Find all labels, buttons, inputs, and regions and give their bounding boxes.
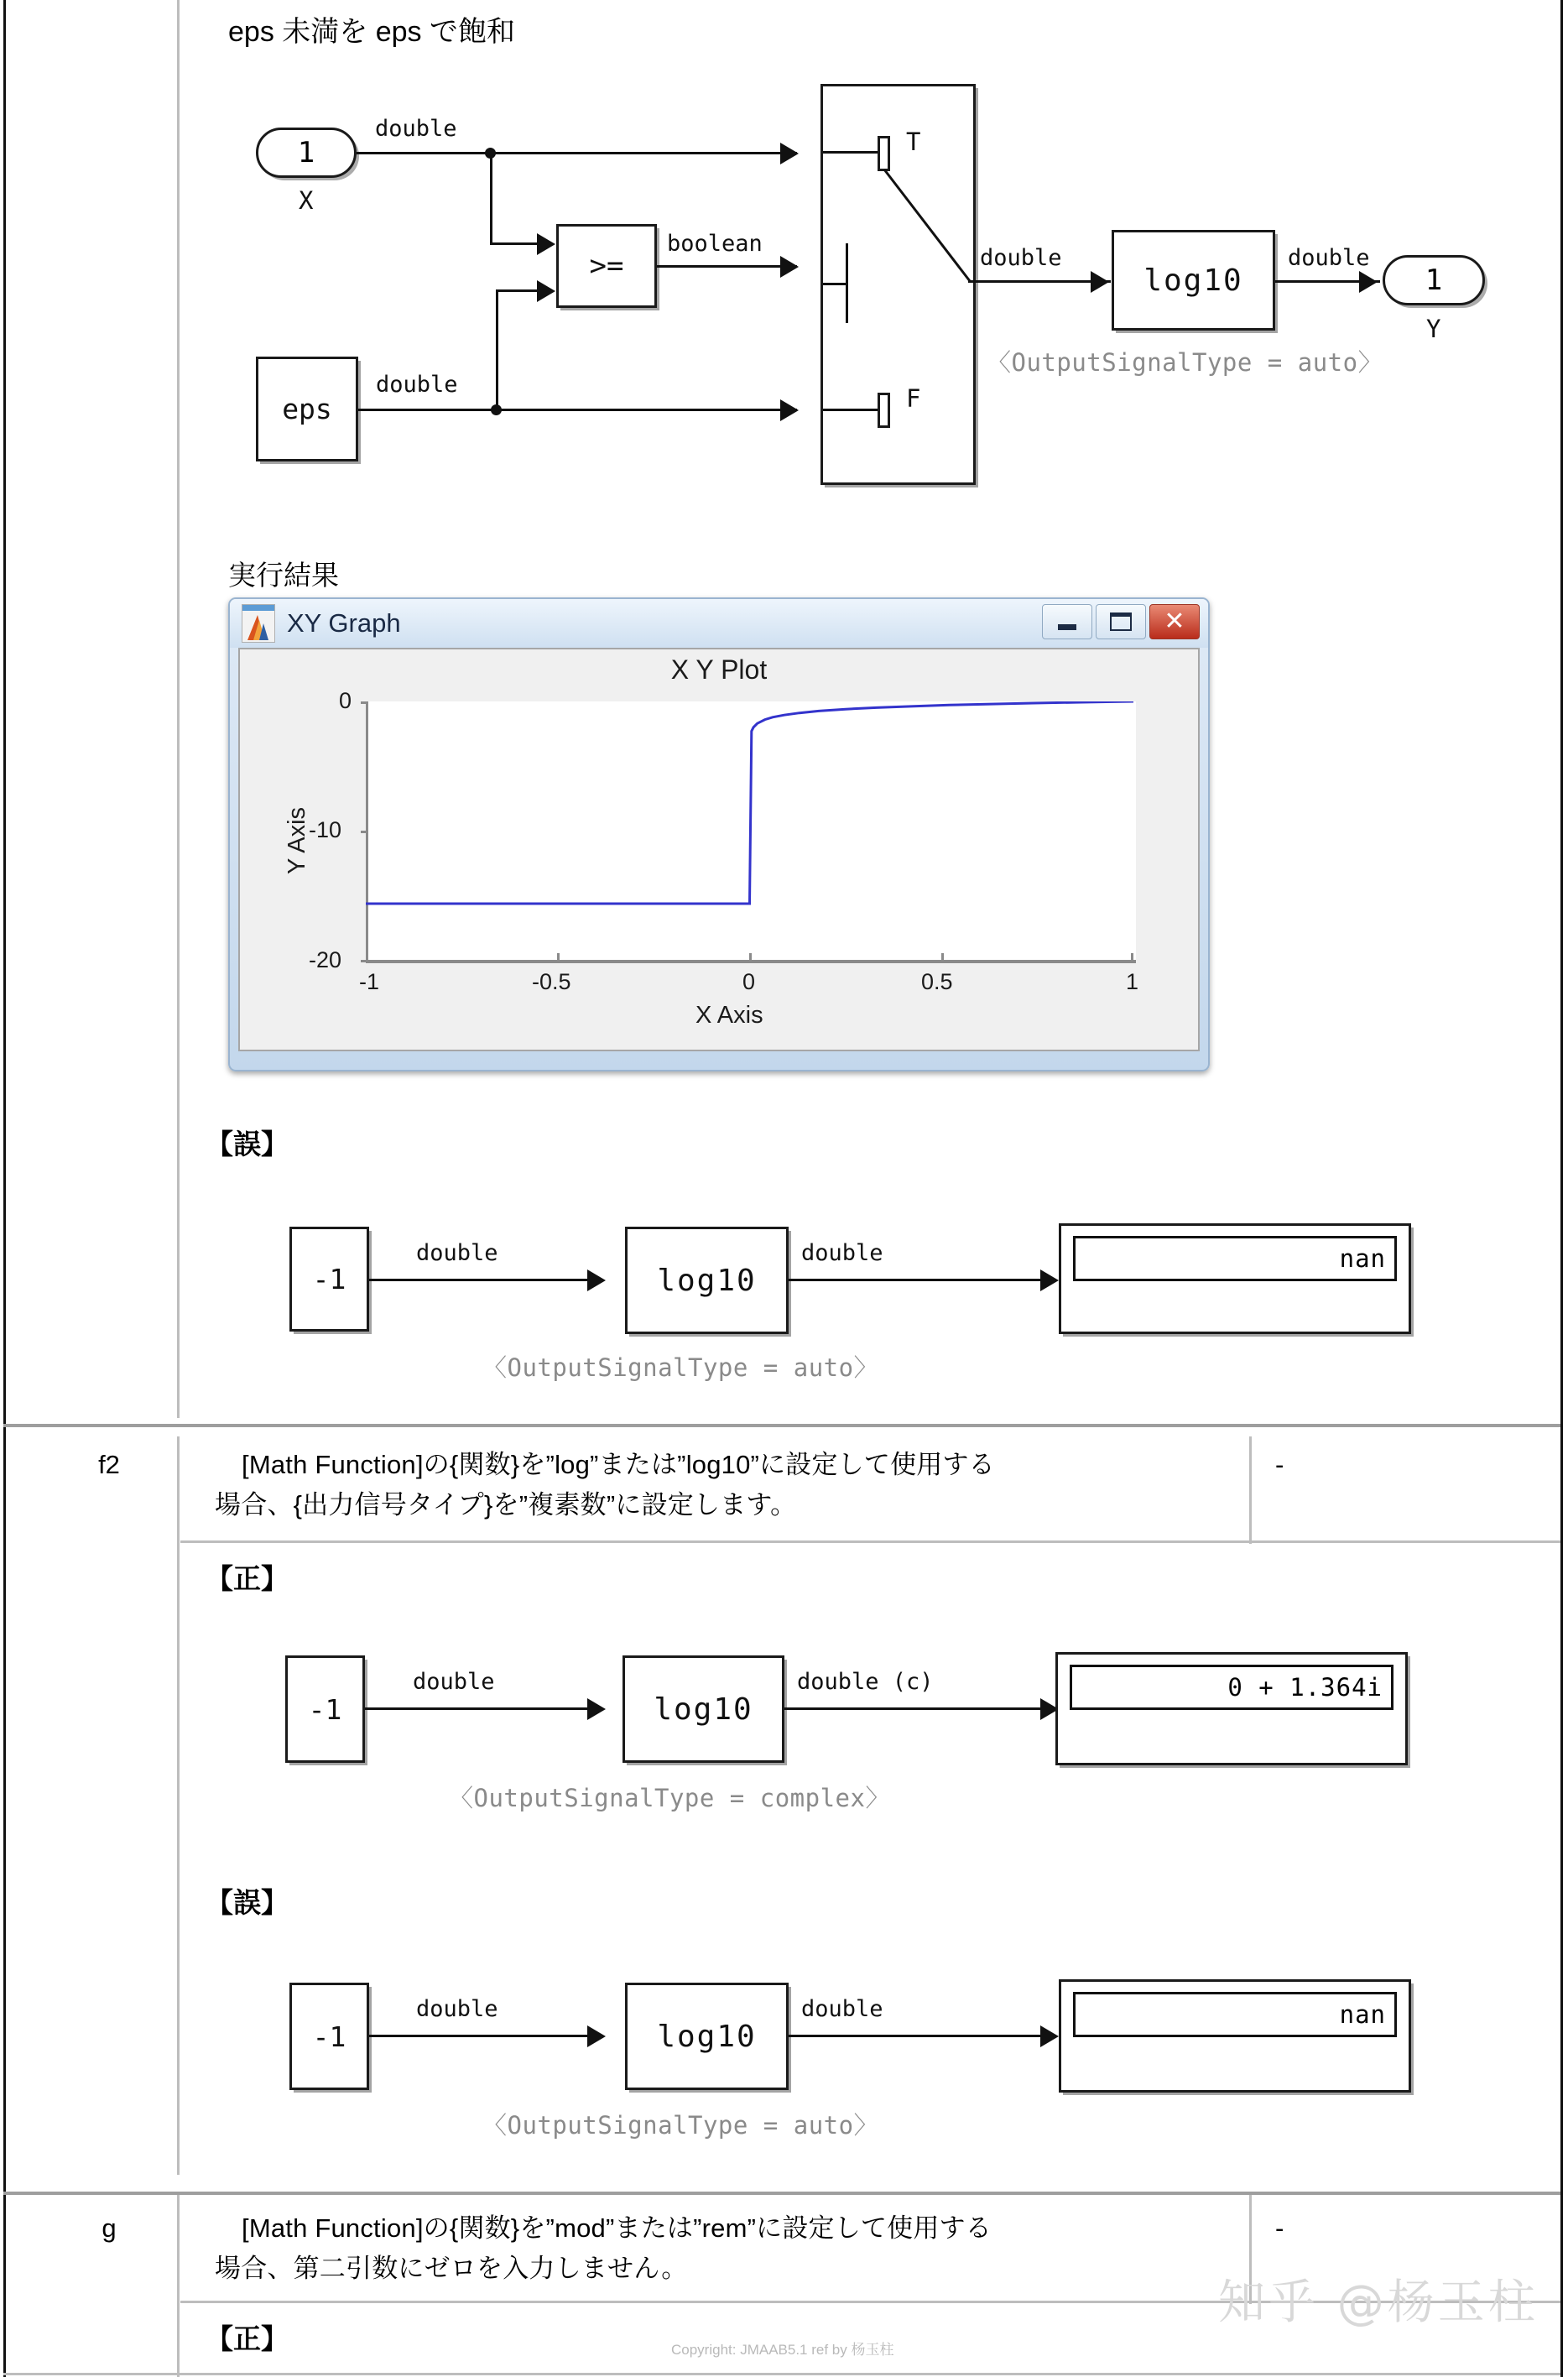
signal-label-const-out-f1bad: double	[416, 1240, 498, 1266]
switch-ctrl-stub	[823, 283, 848, 285]
wire-compare-out	[657, 265, 797, 268]
display-block-f1bad[interactable]	[1059, 1223, 1411, 1334]
annotation-output-signal-type: 〈OutputSignalType = auto〉	[987, 348, 1383, 377]
close-button[interactable]: ✕	[1149, 604, 1200, 639]
arrow-eps-to-compare	[537, 280, 555, 302]
good-example-label-g: 【正】	[206, 2323, 289, 2354]
x-axis-label: X Axis	[695, 1002, 763, 1029]
x-tick-label-05: 0.5	[921, 969, 953, 994]
row-divider-above-f2	[3, 1424, 1560, 1427]
row-divider-f2-rule-bottom	[180, 1540, 1560, 1543]
wire-const-to-log-f2good	[365, 1707, 600, 1710]
arrow-eps-to-switch-f	[780, 399, 799, 421]
math-function-block-f1bad[interactable]: log10	[625, 1227, 789, 1334]
display-value-f2good: 0 + 1.364i	[1070, 1665, 1393, 1710]
diagram-f2-bad	[0, 1959, 1568, 2169]
x-tick-label-0: 0	[742, 969, 756, 994]
rule-text-f2-line2: 場合、{出力信号タイプ}を”複素数”に設定します。	[215, 1490, 797, 1520]
x-tick-label-minus1: -1	[359, 969, 380, 994]
rule-text-g-line2: 場合、第二引数にゼロを入力しません。	[215, 2254, 688, 2284]
constant-block-f1bad[interactable]: -1	[289, 1227, 369, 1332]
switch-true-label: T	[906, 128, 921, 156]
math-function-block-f2bad[interactable]: log10	[625, 1983, 789, 2090]
signal-label-log-out-f1bad: double	[801, 1240, 883, 1266]
constant-block-f2bad[interactable]: -1	[289, 1983, 369, 2090]
signal-label-const-out-f2good: double	[413, 1669, 495, 1695]
switch-f-marker	[878, 393, 890, 428]
signal-label-compare-out: boolean	[667, 231, 763, 257]
signal-label-log-out-f2good: double (c)	[797, 1669, 934, 1695]
execution-result-label: 実行結果	[228, 560, 339, 591]
arrow-log-to-display-f2bad	[1040, 2025, 1059, 2047]
wire-eps-branch-up	[496, 289, 498, 409]
bad-example-label-f1: 【誤】	[206, 1129, 289, 1160]
window-controls[interactable]	[1042, 604, 1200, 639]
x-tick-label-1: 1	[1126, 969, 1139, 994]
plot-canvas	[238, 648, 1200, 1051]
signal-label-const-out-f2bad: double	[416, 1996, 498, 2022]
wire-x-branch-down	[490, 152, 492, 244]
minimize-button[interactable]	[1042, 604, 1092, 639]
arrow-log-to-display-f1bad	[1040, 1269, 1059, 1291]
display-block-f2good[interactable]	[1055, 1652, 1408, 1765]
matlab-icon	[242, 604, 275, 643]
wire-switch-out	[968, 280, 1111, 283]
display-value-f1bad: nan	[1073, 1236, 1397, 1281]
window-title: XY Graph	[287, 608, 401, 638]
wire-eps-main	[358, 409, 797, 411]
x-tick-label-minus05: -0.5	[532, 969, 571, 994]
maximize-button[interactable]	[1096, 604, 1146, 639]
arrow-const-to-log-f2good	[587, 1698, 606, 1720]
rule-text-g-line1: [Math Function]の{関数}を”mod”または”rem”に設定して使用する	[242, 2213, 992, 2243]
note-cell-f2: -	[1275, 1450, 1284, 1479]
arrow-switch-to-log	[1091, 271, 1109, 293]
plot-series	[366, 701, 1133, 960]
signal-label-log-out-f2bad: double	[801, 1996, 883, 2022]
note-cell-g: -	[1275, 2213, 1284, 2243]
wire-log-to-display-f2bad	[789, 2035, 1053, 2037]
xy-graph-window[interactable]	[228, 597, 1210, 1071]
diagram-f1-bad	[0, 1200, 1568, 1393]
compare-block[interactable]: >=	[556, 224, 657, 308]
y-axis-label: Y Axis	[284, 806, 310, 874]
rule-text-f2	[215, 1445, 1230, 1525]
switch-arm-icon	[878, 151, 978, 285]
arrow-const-to-log-f1bad	[587, 1269, 606, 1291]
math-function-block-f2good[interactable]: log10	[623, 1655, 784, 1763]
section-heading-saturate: eps 未満を eps で飽和	[228, 16, 515, 48]
constant-eps-block[interactable]: eps	[256, 357, 358, 461]
wire-x-to-compare	[490, 242, 540, 245]
switch-t-stub	[823, 151, 878, 154]
signal-label-switch-out: double	[980, 245, 1062, 271]
row-id-g: g	[102, 2213, 117, 2243]
switch-false-label: F	[906, 384, 921, 413]
wire-log-to-display-f1bad	[789, 1279, 1053, 1281]
wire-log-to-display-f2good	[784, 1707, 1053, 1710]
bad-example-label-f2: 【誤】	[206, 1887, 289, 1918]
outport-y-label: Y	[1426, 315, 1441, 343]
rule-text-g	[215, 2208, 1230, 2289]
watermark: 知乎 @杨玉柱	[1218, 2275, 1539, 2330]
arrow-x-to-switch-t	[780, 143, 799, 164]
signal-label-eps-out: double	[376, 372, 458, 398]
annotation-output-signal-type-f2good: 〈OutputSignalType = complex〉	[449, 1784, 890, 1812]
y-tick-label-minus10: -10	[309, 817, 342, 842]
rule-text-f2-line1: [Math Function]の{関数}を”log”または”log10”に設定して使用する	[242, 1450, 995, 1479]
y-tick-label-0: 0	[339, 688, 352, 713]
table-bottom-border	[3, 2373, 1560, 2375]
col-sep-note-f2	[1249, 1436, 1252, 1544]
arrow-const-to-log-f2bad	[587, 2025, 606, 2047]
wire-eps-to-compare	[496, 289, 540, 292]
annotation-output-signal-type-f2bad: 〈OutputSignalType = auto〉	[482, 2111, 879, 2140]
outport-y[interactable]: 1	[1383, 255, 1485, 305]
signal-label-log-out: double	[1288, 245, 1370, 271]
good-example-label-f2: 【正】	[206, 1563, 289, 1594]
switch-ctrl-bar	[846, 243, 848, 323]
col-sep-id-3	[177, 2195, 180, 2377]
arrow-log-to-outport	[1359, 271, 1378, 293]
wire-x-main	[357, 152, 797, 154]
display-block-f2bad[interactable]	[1059, 1979, 1411, 2093]
wire-const-to-log-f1bad	[369, 1279, 600, 1281]
arrow-x-to-compare	[537, 233, 555, 255]
switch-f-stub	[823, 409, 878, 411]
math-function-log10-block[interactable]: log10	[1112, 230, 1275, 331]
copyright-text: Copyright: JMAAB5.1 ref by 杨玉柱	[671, 2342, 894, 2358]
row-id-f2: f2	[98, 1450, 120, 1479]
constant-block-f2good[interactable]: -1	[285, 1655, 365, 1763]
wire-const-to-log-f2bad	[369, 2035, 600, 2037]
row-divider-above-g	[3, 2192, 1560, 2195]
y-tick-label-minus20: -20	[309, 947, 342, 972]
diagram-f2-good	[0, 1632, 1568, 1842]
window-title-bar[interactable]	[230, 599, 1208, 648]
annotation-output-signal-type-f1bad: 〈OutputSignalType = auto〉	[482, 1353, 879, 1382]
inport-x[interactable]: 1	[256, 128, 357, 178]
signal-label-x-out: double	[375, 116, 457, 142]
plot-title: X Y Plot	[670, 654, 768, 685]
diagram-eps-saturation	[0, 0, 1568, 520]
display-value-f2bad: nan	[1073, 1992, 1397, 2037]
arrow-compare-to-switch	[780, 256, 799, 278]
inport-x-label: X	[299, 186, 314, 215]
